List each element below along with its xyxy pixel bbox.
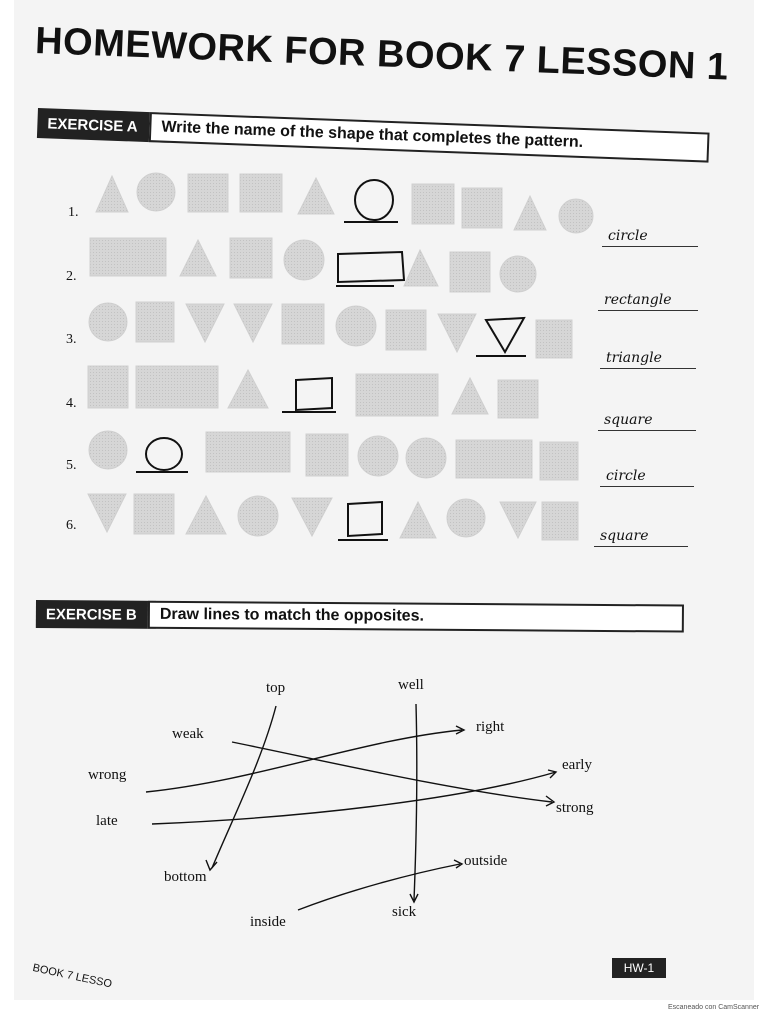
exercise-b-instruction: Draw lines to match the opposites. [148,601,684,633]
item-number-1: 1. [68,205,79,220]
word-inside: inside [250,914,286,930]
item-number-6: 6. [66,518,77,533]
scanner-watermark: Escaneado con CamScanner [668,1004,760,1011]
word-right: right [476,719,505,735]
page-title: HOMEWORK FOR BOOK 7 LESSON 1 [34,20,730,89]
word-well: well [398,677,424,693]
answer-6: square [594,528,688,547]
answer-1: circle [602,228,698,247]
footer-book-label: BOOK 7 LESSO [31,962,113,991]
word-outside: outside [464,853,508,869]
word-top: top [266,680,286,696]
item-number-3: 3. [66,332,77,347]
word-weak: weak [172,726,204,742]
answer-4: square [598,412,696,431]
answer-5: circle [600,468,694,487]
answer-3: triangle [600,350,696,369]
exercise-b-label: EXERCISE B [36,600,156,629]
page-number-tab: HW-1 [612,958,666,978]
item-number-2: 2. [66,269,77,284]
word-strong: strong [556,800,594,816]
item-number-5: 5. [66,458,77,473]
item-number-4: 4. [66,396,77,411]
answer-2: rectangle [598,292,698,311]
word-bottom: bottom [164,869,207,885]
word-wrong: wrong [88,767,127,783]
exercise-a-instruction: Write the name of the shape that completes the pattern. [149,112,710,163]
word-early: early [562,757,592,773]
word-late: late [96,813,118,829]
word-sick: sick [392,904,417,920]
exercise-a-label: EXERCISE A [37,108,170,143]
